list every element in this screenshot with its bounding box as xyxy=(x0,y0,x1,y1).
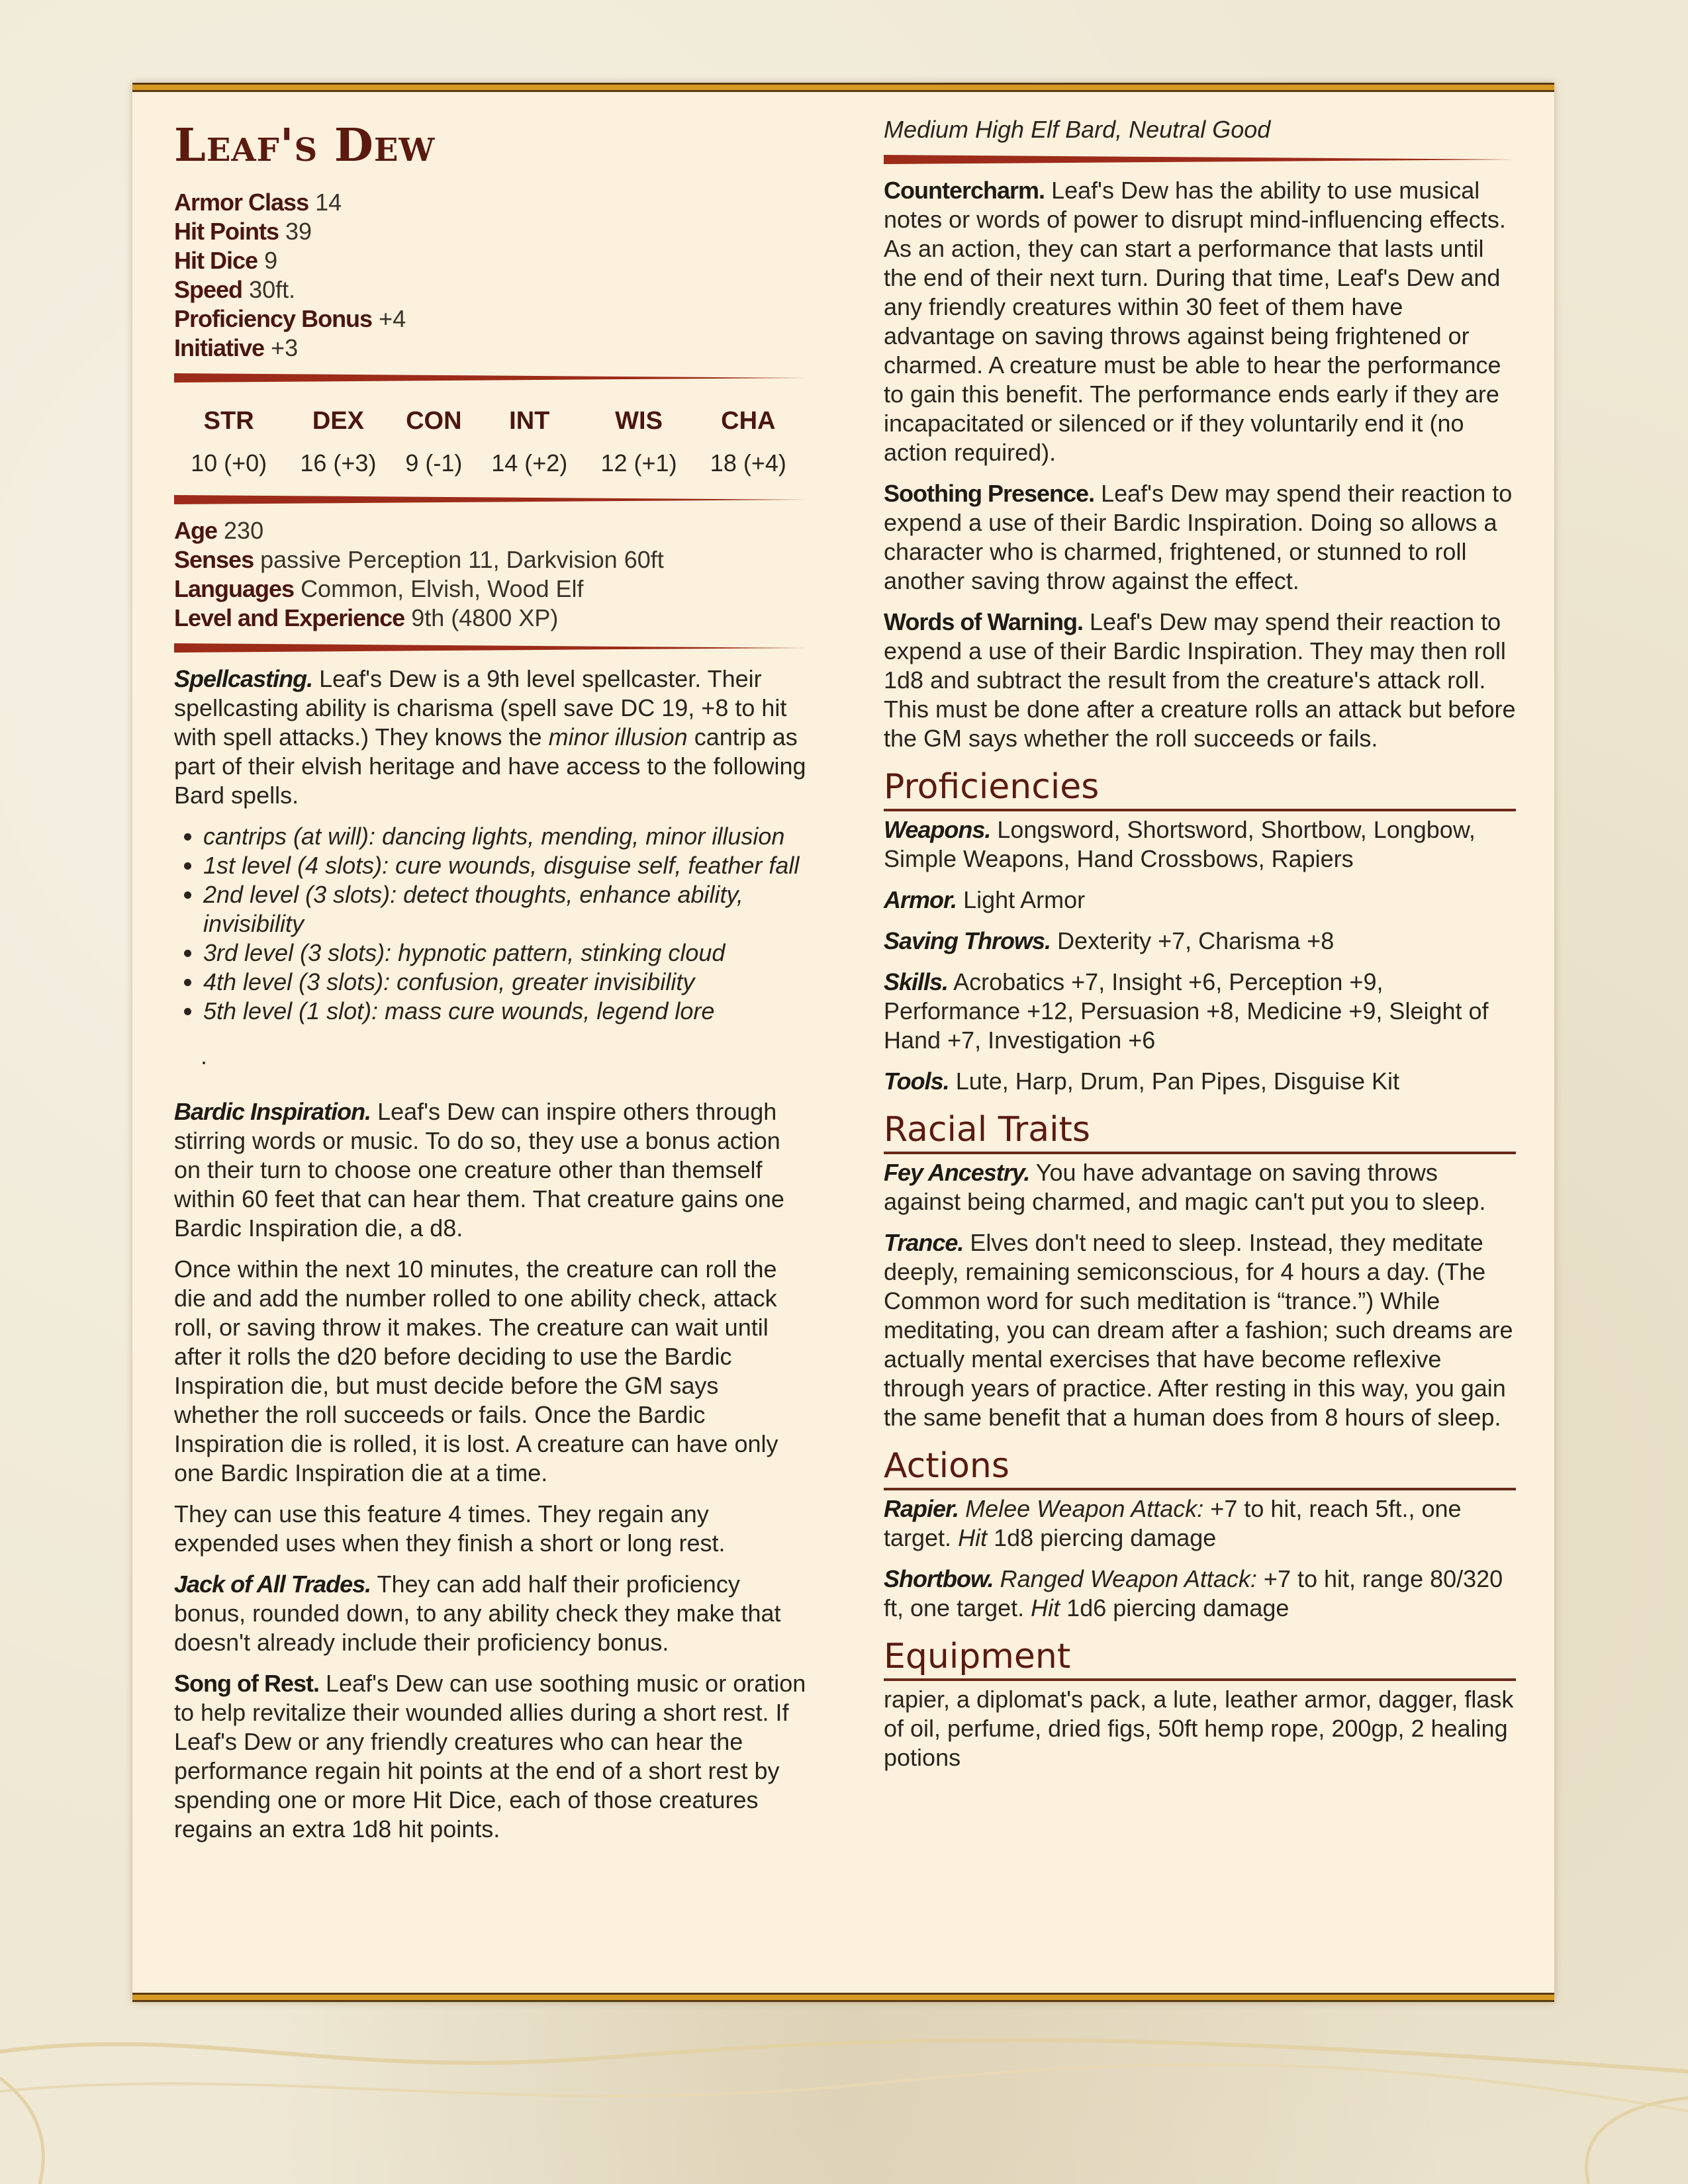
stat-value: 30ft. xyxy=(249,276,296,303)
feature-text: Leaf's Dew can inspire others through stirring words or music. To do so, they use a bonus action on their turn to choose one creature other than themself within 60 feet that can hear them. That creature gains one Bardic Inspiration die, a d8. xyxy=(174,1098,784,1242)
ability-name: WIS xyxy=(615,407,663,435)
feature-text-emphasis: minor illusion xyxy=(548,723,688,751)
stat-label: Armor Class xyxy=(174,189,309,216)
core-stats xyxy=(174,188,806,363)
spell-list-item: • 1st level (4 slots): cure wounds, disguise self, feather fall xyxy=(203,851,806,880)
ability-name: CON xyxy=(406,407,462,435)
stat-label: Proficiency Bonus xyxy=(174,305,373,332)
action-type: Ranged Weapon Attack: xyxy=(1000,1565,1257,1592)
spell-list-item: • 2nd level (3 slots): detect thoughts, enhance ability, invisibility xyxy=(203,880,806,938)
proficiency-text: Longsword, Shortsword, Shortbow, Longbow, Simple Weapons, Hand Crossbows, Rapiers xyxy=(884,816,1476,872)
detail-label: Level and Experience xyxy=(174,604,405,631)
action-name: Shortbow. xyxy=(884,1565,994,1592)
stat-value: +4 xyxy=(379,305,406,332)
ability-scores-table xyxy=(174,394,803,484)
spellcasting-paragraph xyxy=(174,664,806,810)
proficiency-saving-throws xyxy=(884,927,1516,956)
feature-text: Leaf's Dew has the ability to use musical notes or words of power to disrupt mind-influencing effects. As an action, they can start a performance that lasts until the end of their next turn. During that time, Leaf's Dew and any friendly creatures within 30 feet of them have advantage on saving throws against being frightened or charmed. A creature must be able to hear the performance to gain this benefit. The performance ends early if they are incapacitated or silenced or if they voluntarily end it (no action required). xyxy=(884,177,1506,466)
frame-top-bar xyxy=(132,83,1554,92)
detail-label: Languages xyxy=(174,575,295,602)
jack-of-all-trades-paragraph xyxy=(174,1570,806,1657)
bardic-inspiration-paragraph-3: They can use this feature 4 times. They regain any expended uses when they finish a short or long rest. xyxy=(174,1500,726,1557)
details xyxy=(174,516,806,633)
proficiency-text: Acrobatics +7, Insight +6, Perception +9, Performance +12, Persuasion +8, Medicine +9, Sleight of Hand +7, Investigation +6 xyxy=(884,968,1489,1054)
tapered-divider xyxy=(174,372,806,384)
ability-score: 9 (-1) xyxy=(405,449,463,477)
feature-text: Leaf's Dew can use soothing music or oration to help revitalize their wounded allies during a short rest. If Leaf's Dew or any friendly creatures who can hear the performance regain hit points at the end of a short rest by spending one or more Hit Dice, each of those creatures regains an extra 1d8 hit points. xyxy=(174,1670,806,1843)
feature-name: Spellcasting. xyxy=(174,665,313,692)
proficiency-skills xyxy=(884,968,1516,1055)
stat-value: 14 xyxy=(315,189,342,216)
action-type: Melee Weapon Attack: xyxy=(965,1495,1204,1522)
trait-text: You have advantage on saving throws against being charmed, and magic can't put you to sleep. xyxy=(884,1159,1486,1215)
ability-score: 18 (+4) xyxy=(710,449,786,477)
detail-value: Common, Elvish, Wood Elf xyxy=(301,575,584,602)
left-column xyxy=(174,113,806,1856)
action-hit-label: Hit xyxy=(1031,1594,1060,1621)
ability-score: 12 (+1) xyxy=(600,449,677,477)
action-text: +7 to hit, reach 5ft., one target. xyxy=(884,1495,1462,1551)
detail-languages xyxy=(174,574,806,604)
frame-bottom-bar xyxy=(132,1993,1554,2002)
detail-value: 9th (4800 XP) xyxy=(411,604,559,631)
soothing-presence-paragraph xyxy=(884,479,1516,596)
spell-list-item: • cantrips (at will): dancing lights, mending, minor illusion xyxy=(203,822,806,851)
proficiency-tools xyxy=(884,1067,1516,1096)
character-name: Leaf's Dew xyxy=(174,119,436,172)
stat-value: 39 xyxy=(285,218,312,245)
action-name: Rapier. xyxy=(884,1495,959,1522)
ability-score: 14 (+2) xyxy=(491,449,568,477)
feature-name: Song of Rest. xyxy=(174,1670,319,1697)
feature-text: Leaf's Dew may spend their reaction to expend a use of their Bardic Inspiration. Doing so allows a character who is charmed, frightened, or stunned to roll another saving throw against the effect. xyxy=(884,480,1513,594)
bardic-inspiration-paragraph-2: Once within the next 10 minutes, the creature can roll the die and add the number rolled to one ability check, attack roll, or saving throw it makes. The creature can wait until after it rolls the d20 before deciding to use the Bardic Inspiration die, but must decide before the GM says whether the roll succeeds or fails. Once the Bardic Inspiration die is rolled, it is lost. A creature can have only one Bardic Inspiration die at a time. xyxy=(174,1255,778,1486)
stat-hit-dice xyxy=(174,246,806,275)
action-text: +7 to hit, range 80/320 ft, one target. xyxy=(884,1565,1503,1621)
proficiency-weapons xyxy=(884,815,1516,874)
proficiency-text: Light Armor xyxy=(963,886,1086,913)
proficiency-text: Lute, Harp, Drum, Pan Pipes, Disguise Kit xyxy=(955,1068,1399,1095)
words-of-warning-paragraph xyxy=(884,608,1516,753)
proficiency-name: Saving Throws. xyxy=(884,927,1051,954)
proficiency-armor xyxy=(884,886,1516,915)
trait-fey-ancestry xyxy=(884,1158,1516,1216)
actions-heading: Actions xyxy=(884,1445,1516,1490)
stat-proficiency-bonus xyxy=(174,304,806,334)
stat-value: +3 xyxy=(271,334,299,361)
stat-label: Hit Points xyxy=(174,218,279,245)
stray-dot: . xyxy=(201,1042,208,1069)
tapered-divider xyxy=(174,642,806,654)
decorative-border-swirl xyxy=(0,1999,1688,2184)
tapered-divider xyxy=(174,494,806,506)
stat-armor-class xyxy=(174,188,806,217)
trait-name: Trance. xyxy=(884,1229,964,1256)
stat-value: 9 xyxy=(264,247,278,274)
feature-name: Jack of All Trades. xyxy=(174,1570,371,1598)
ability-score: 10 (+0) xyxy=(191,449,267,477)
ability-name: CHA xyxy=(721,407,776,435)
right-column xyxy=(884,113,1516,1784)
stat-label: Initiative xyxy=(174,334,265,361)
ability-name: STR xyxy=(203,407,254,435)
stat-hit-points xyxy=(174,217,806,246)
stat-speed xyxy=(174,275,806,304)
feature-name: Countercharm. xyxy=(884,177,1045,204)
trait-trance xyxy=(884,1228,1516,1432)
ability-score: 16 (+3) xyxy=(300,449,377,477)
action-rapier xyxy=(884,1494,1516,1553)
action-hit-label: Hit xyxy=(958,1524,988,1551)
feature-name: Soothing Presence. xyxy=(884,480,1095,507)
feature-name: Bardic Inspiration. xyxy=(174,1098,371,1125)
bardic-inspiration-paragraph xyxy=(174,1097,806,1243)
tapered-divider xyxy=(884,154,1516,165)
ability-name: DEX xyxy=(312,407,364,435)
spell-list-item: • 5th level (1 slot): mass cure wounds, legend lore xyxy=(203,997,806,1026)
feature-text: Leaf's Dew may spend their reaction to expend a use of their Bardic Inspiration. They may then roll 1d8 and subtract the result from the creature's attack roll. This must be done after a creature rolls an attack but before the GM says whether the roll succeeds or fails. xyxy=(884,608,1516,752)
ability-name: INT xyxy=(509,407,550,435)
feature-text: They can add half their proficiency bonus, rounded down, to any ability check they make that doesn't already include their proficiency bonus. xyxy=(174,1570,781,1656)
proficiencies-heading: Proficiencies xyxy=(884,766,1516,811)
proficiency-name: Tools. xyxy=(884,1068,949,1095)
feature-text: Leaf's Dew is a 9th level spellcaster. Their spellcasting ability is charisma (spell save DC 19, +8 to hit with spell attacks.) They knows the xyxy=(174,665,787,751)
spell-list xyxy=(174,822,806,1026)
stat-label: Speed xyxy=(174,276,243,303)
song-of-rest-paragraph xyxy=(174,1669,806,1844)
detail-label: Age xyxy=(174,517,218,544)
spell-list-item: • 3rd level (3 slots): hypnotic pattern, stinking cloud xyxy=(203,938,806,968)
detail-level xyxy=(174,604,806,633)
equipment-list: rapier, a diplomat's pack, a lute, leather armor, dagger, flask of oil, perfume, dried figs, 50ft hemp rope, 200gp, 2 healing potions xyxy=(884,1686,1514,1771)
action-damage: 1d6 piercing damage xyxy=(1066,1594,1289,1621)
character-subtitle: Medium High Elf Bard, Neutral Good xyxy=(884,116,1271,143)
action-damage: 1d8 piercing damage xyxy=(994,1524,1217,1551)
proficiency-text: Dexterity +7, Charisma +8 xyxy=(1057,927,1335,954)
feature-text: cantrip as part of their elvish heritage and have access to the following Bard spells. xyxy=(174,723,806,809)
spell-list-item: • 4th level (3 slots): confusion, greater invisibility xyxy=(203,968,806,997)
trait-text: Elves don't need to sleep. Instead, they meditate deeply, remaining semiconscious, for 4 hours a day. (The Common word for such meditation is “trance.”) While meditating, you can dream after a fashion; such dreams are actually mental exercises that have become reflexive through years of practice. After resting in this way, you gain the same benefit that a human does from 8 hours of sleep. xyxy=(884,1229,1513,1431)
stat-label: Hit Dice xyxy=(174,247,258,274)
proficiency-name: Weapons. xyxy=(884,816,991,843)
detail-senses xyxy=(174,545,806,574)
trait-name: Fey Ancestry. xyxy=(884,1159,1030,1186)
stat-initiative xyxy=(174,334,806,363)
feature-name: Words of Warning. xyxy=(884,608,1083,635)
detail-age xyxy=(174,516,806,545)
racial-traits-heading: Racial Traits xyxy=(884,1109,1516,1154)
countercharm-paragraph xyxy=(884,176,1516,467)
detail-label: Senses xyxy=(174,546,254,573)
proficiency-name: Skills. xyxy=(884,968,949,995)
action-shortbow xyxy=(884,1565,1516,1623)
proficiency-name: Armor. xyxy=(884,886,957,913)
detail-value: passive Perception 11, Darkvision 60ft xyxy=(260,546,664,573)
equipment-heading: Equipment xyxy=(884,1636,1516,1681)
detail-value: 230 xyxy=(224,517,264,544)
